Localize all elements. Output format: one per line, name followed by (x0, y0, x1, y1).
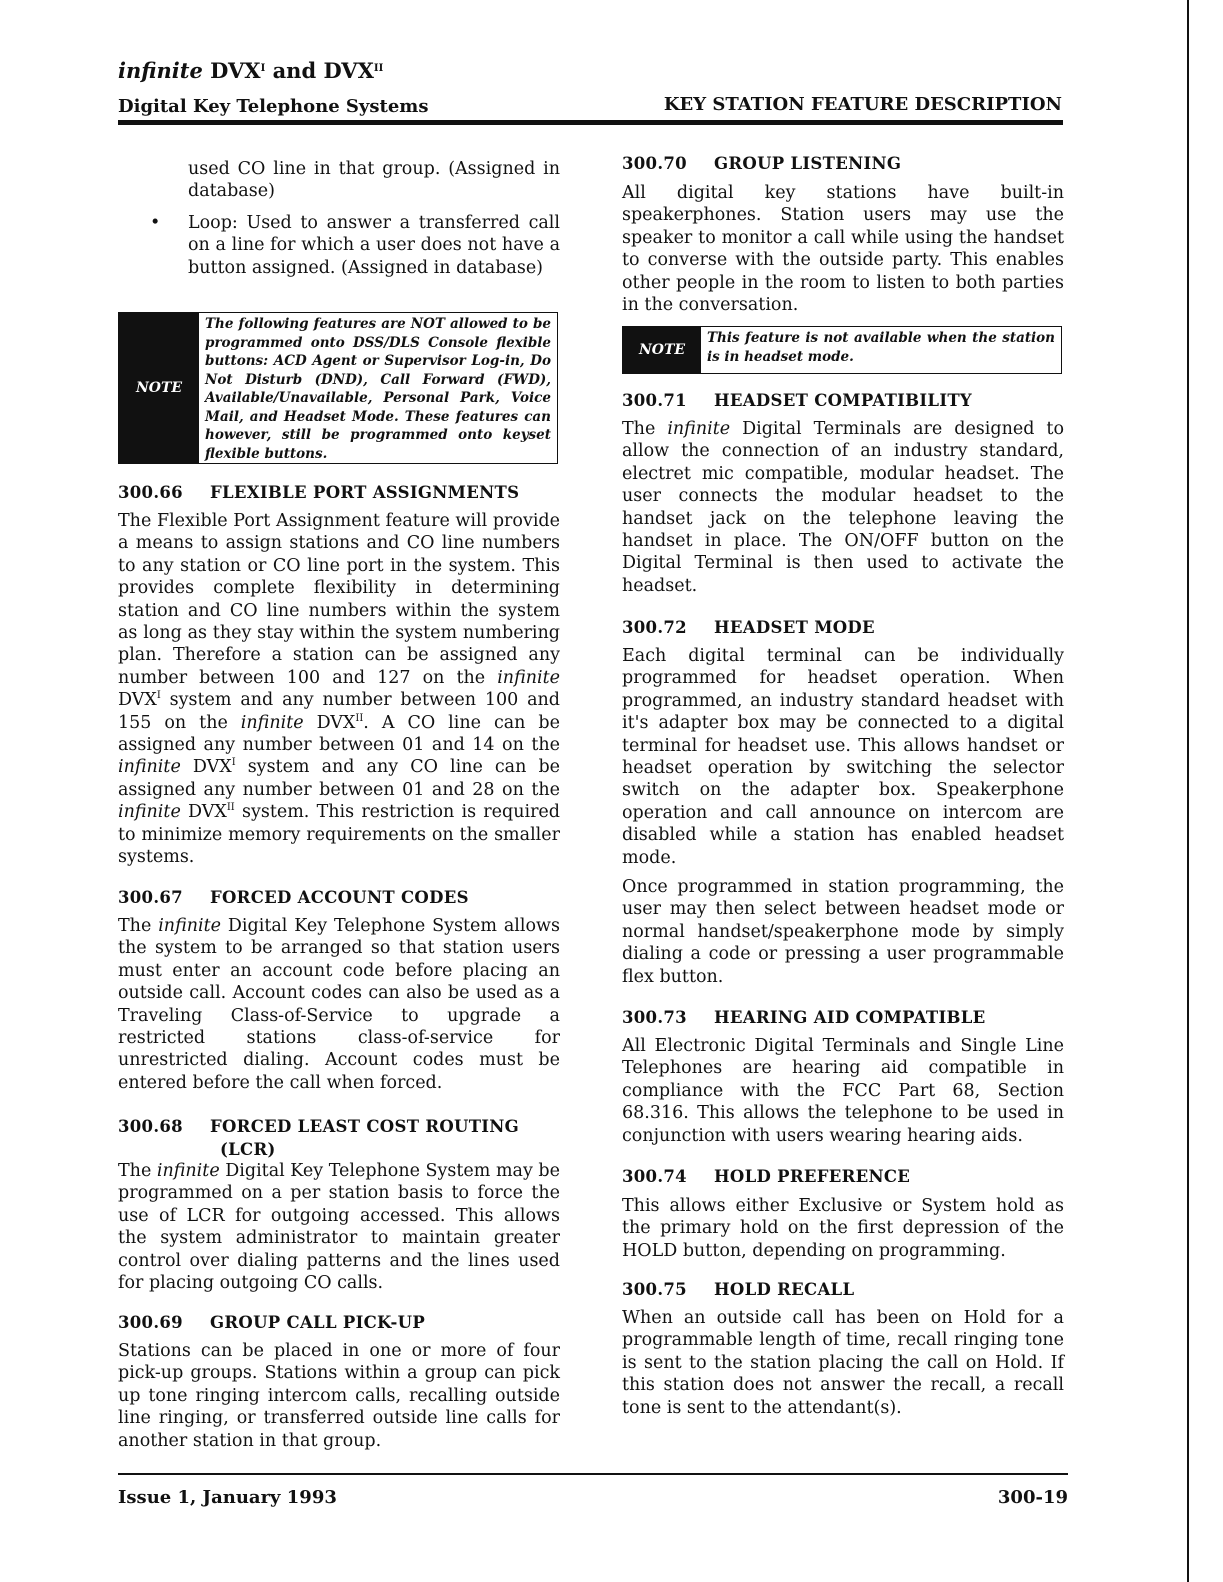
header-brand (118, 58, 383, 83)
para-300-66 (118, 510, 560, 869)
text: infinite (156, 1161, 220, 1181)
header-subtitle: Digital Key Telephone Systems (118, 96, 429, 117)
section-number: 300.73 (622, 1008, 687, 1027)
para-300-71 (622, 418, 1064, 597)
section-number: 300.75 (622, 1280, 687, 1299)
heading-300-67 (118, 888, 469, 907)
heading-300-74 (622, 1167, 910, 1186)
text: The (622, 419, 668, 439)
intro-text: used CO line in that group. (Assigned in database) (188, 159, 560, 202)
para-300-67 (118, 915, 560, 1094)
text: Digital Key Telephone System may be programmed on a per station basis to force the use of LCR for outgoing accessed. This allows the system administrator to maintain greater control over dialing patterns and the lines used for placing outgoing CO calls. (118, 1161, 560, 1294)
note-box (118, 312, 558, 464)
sup: I (156, 690, 161, 702)
header-section: KEY STATION FEATURE DESCRIPTION (663, 94, 1062, 115)
section-title: FORCED ACCOUNT CODES (210, 888, 469, 907)
text: DVX (118, 690, 157, 711)
heading-300-68 (118, 1115, 519, 1161)
text: DVX (180, 757, 232, 778)
sup: I (231, 757, 236, 769)
heading-300-75 (622, 1280, 854, 1299)
sup: II (226, 802, 235, 814)
heading-300-72 (622, 618, 875, 637)
para-300-72: Each digital terminal can be individually programmed for headset operation. When programmed, an industry standard headset with it's adapter box may be connected to a digital terminal for headset use. This allows handset or headset operation by switching the selector switch on the adapter box. Speakerphone operation and call announce on intercom are disabled while a station has enabled headset mode. (622, 646, 1064, 868)
heading-300-70 (622, 154, 901, 173)
brand-mid: and DVX (272, 58, 374, 83)
heading-300-69 (118, 1313, 425, 1332)
section-number: 300.66 (118, 483, 183, 502)
text: Digital Key Telephone System allows the system to be arranged so that station users must enter an account code before placing an outside call. Account codes can also be used as a Traveling Class-of-Service to upgrade a restricted stations class-of-service for unrestricted dialing. Account codes must be entered before the call when forced. (118, 916, 560, 1093)
text: The (118, 1161, 157, 1181)
sup: II (373, 63, 384, 74)
para-300-73: All Electronic Digital Terminals and Single Line Telephones are hearing aid compatible in compliance with the FCC Part 68, Section 68.316. This allows the telephone to be used in conjunction with users wearing hearing aids. (622, 1036, 1064, 1146)
note-label: NOTE (119, 313, 199, 463)
para-300-68 (118, 1160, 560, 1294)
section-number: 300.67 (118, 888, 183, 907)
para-300-74: This allows either Exclusive or System hold as the primary hold on the first depression of the HOLD button, depending on programming. (622, 1196, 1064, 1261)
section-number: 300.70 (622, 154, 687, 173)
text: infinite (667, 419, 731, 439)
text: The Flexible Port Assignment feature will provide a means to assign stations and CO line numbers to any station or CO line port in the system. This provides complete flexibility in determining station and CO line numbers within the system as long as they stay within the system numbering plan. Therefore a station can be assigned any number between 100 and 127 on the (118, 511, 560, 688)
note-text: This feature is not available when the station is in headset mode. (707, 330, 1055, 365)
note-text: The following features are NOT allowed to be programmed onto DSS/DLS Console flexible buttons: ACD Agent or Supervisor Log-in, Do Not Disturb (DND), Call Forward (FWD), Available/Unavailable, Personal Park, Voice Mail, and Headset Mode. These features can however, still be programmed onto keyset flexible buttons. (205, 316, 551, 462)
section-number: 300.72 (622, 618, 687, 637)
text: system and any CO line can be assigned any number between 01 and 28 on the (118, 757, 561, 800)
text: infinite (158, 916, 221, 936)
footer-issue: Issue 1, January 1993 (118, 1487, 337, 1508)
brand-italic: infinite (118, 58, 203, 83)
bullet-icon: • (150, 213, 161, 233)
text: DVX (180, 802, 227, 823)
section-number: 300.69 (118, 1313, 183, 1332)
section-title-cont: (LCR) (220, 1140, 276, 1159)
note-box (622, 326, 1062, 374)
section-title: FLEXIBLE PORT ASSIGNMENTS (210, 483, 520, 502)
right-edge-line (1187, 0, 1189, 1582)
sup: II (355, 712, 364, 724)
section-title: HOLD PREFERENCE (714, 1167, 911, 1186)
para-300-75: When an outside call has been on Hold for a programmable length of time, recall ringing tone is sent to the station placing the call on Hold. If this station does not answer the recall, a recall tone is sent to the attendant(s). (622, 1308, 1064, 1418)
section-number: 300.68 (118, 1117, 183, 1136)
heading-300-71 (622, 391, 972, 410)
footer-rule (118, 1473, 1068, 1475)
bullet-loop (150, 212, 560, 279)
section-title: HEADSET COMPATIBILITY (714, 391, 973, 410)
text: DVX (303, 712, 356, 733)
para-300-70: All digital key stations have built-in speakerphones. Station users may use the speaker to monitor a call while using the handset to converse with the outside party. This enables other people in the room to listen to both parties in the conversation. (622, 183, 1064, 316)
bullet-text: Loop: Used to answer a transferred call on a line for which a user does not have a button assigned. (Assigned in database) (188, 213, 560, 278)
heading-300-73 (622, 1008, 986, 1027)
section-number: 300.74 (622, 1167, 687, 1186)
section-title: GROUP CALL PICK-UP (210, 1313, 426, 1332)
text: The (118, 916, 159, 936)
text: system. This restriction is required to minimize memory requirements on the smaller systems. (118, 802, 560, 868)
para-300-69: Stations can be placed in one or more of four pick-up groups. Stations within a group can pick up tone ringing intercom calls, recalling outside line ringing, or transferred outside line calls for another station in that group. (118, 1341, 560, 1451)
text: system and any number between 100 and 155 on the (118, 690, 560, 733)
section-title: FORCED LEAST COST ROUTING (210, 1117, 520, 1136)
text: . A CO line can be assigned any number between 01 and 14 on the (118, 712, 560, 756)
section-title: HEARING AID COMPATIBLE (714, 1008, 986, 1027)
text: infinite (118, 757, 181, 778)
text: infinite (118, 802, 181, 823)
section-title: HEADSET MODE (714, 618, 875, 637)
para-300-72b: Once programmed in station programming, the user may then select between headset mode or normal handset/speakerphone mode by simply dialing a code or pressing a user programmable flex button. (622, 877, 1064, 987)
note-label: NOTE (623, 327, 701, 373)
footer-page-number: 300-19 (997, 1487, 1068, 1508)
text: Digital Terminals are designed to allow the connection of an industry standard, electret mic compatible, modular headset. The user connects the modular headset to the handset jack on the telephone leaving the handset in place. The ON/OFF button on the Digital Terminal is then used to activate the headset. (622, 419, 1064, 596)
section-title: HOLD RECALL (714, 1280, 855, 1299)
brand-dvx: DVX (210, 58, 261, 83)
header-rule (118, 120, 1063, 125)
section-title: GROUP LISTENING (714, 154, 902, 173)
text: infinite (497, 667, 560, 688)
text: infinite (240, 712, 304, 733)
sup: I (260, 63, 266, 74)
heading-300-66 (118, 483, 519, 502)
section-number: 300.71 (622, 391, 687, 410)
